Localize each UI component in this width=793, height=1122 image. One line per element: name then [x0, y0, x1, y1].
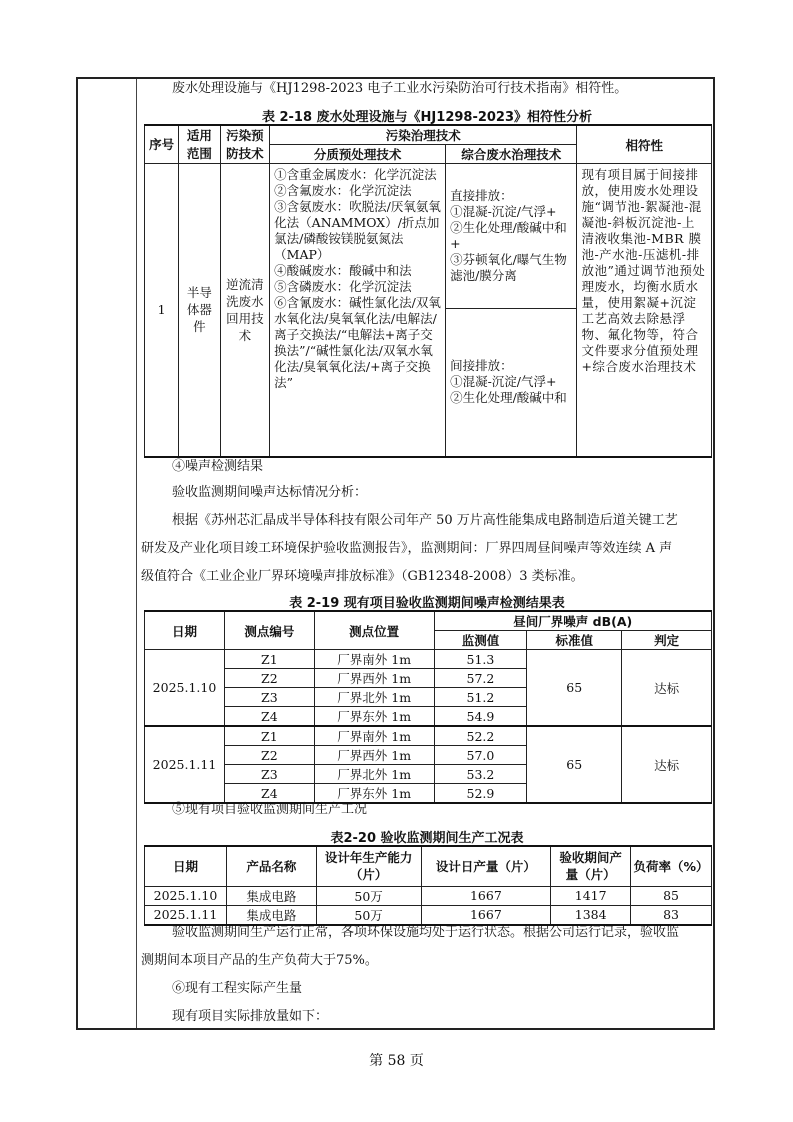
noise-para-line-1: 根据《苏州芯汇晶成半导体科技有限公司年产 50 万片高性能集成电路制造后道关键工艺 — [172, 513, 678, 528]
cell-point-id: Z4 — [224, 784, 314, 804]
cell-point-id: Z3 — [224, 765, 314, 784]
cell-standard: 65 — [527, 650, 622, 727]
production-title: ⑤现有项目验收监测期间生产工况 — [172, 802, 368, 817]
noise-para-line-3: 级值符合《工业企业厂界环境噪声排放标准》（GB12348-2008）3 类标准。 — [141, 569, 584, 584]
table20-caption: 表2-20 验收监测期间生产工况表 — [330, 831, 524, 846]
table-cell: 1417 — [551, 886, 631, 905]
table-cell: 1667 — [421, 886, 551, 905]
cell-measured: 52.2 — [434, 726, 527, 746]
cell-line: ⑥含氰废水：碱性氯化法/双氧水氧化法/臭氧氧化法/电解法/离子交换法/“电解法+离子交换法”/“碱性氯化法/双氧水氧化法/臭氧氧化法/+离子交换法” — [274, 295, 441, 390]
cell-line: ③芬顿氧化/曝气生物滤池/膜分离 — [450, 252, 567, 283]
table-2-20 — [144, 845, 712, 926]
header-pretreatment: 分质预处理技术 — [270, 145, 446, 164]
cell-line: ④酸碱废水：酸碱中和法 — [274, 263, 412, 278]
cell-measured: 52.9 — [434, 784, 527, 804]
cell-line: ⑤含磷废水：化学沉淀法 — [274, 279, 412, 294]
cell-point-id: Z4 — [224, 707, 314, 727]
cell-point-id: Z3 — [224, 688, 314, 707]
table-cell: 85 — [631, 886, 712, 905]
header-seq: 序号 — [145, 125, 179, 164]
header-verdict: 判定 — [622, 631, 712, 650]
cell-date: 2025.1.11 — [145, 726, 225, 803]
cell-line: ②含氟废水：化学沉淀法 — [274, 183, 412, 198]
table18-caption: 表 2-18 废水处理设施与《HJ1298-2023》相符性分析 — [261, 110, 593, 125]
cell-line: 直接排放： — [450, 188, 513, 203]
noise-subtitle: 验收监测期间噪声达标情况分析： — [172, 485, 368, 500]
header-date: 日期 — [145, 611, 225, 650]
cell-location: 厂界南外 1m — [314, 650, 434, 669]
cell-location: 厂界南外 1m — [314, 726, 434, 746]
row-pretreatment — [270, 164, 446, 457]
row-scope: 半导体器件 — [179, 164, 220, 457]
header-location: 测点位置 — [314, 611, 434, 650]
table-cell: 2025.1.10 — [145, 886, 227, 905]
cell-verdict: 达标 — [622, 726, 712, 803]
cell-line: ②生化处理/酸碱中和 — [450, 390, 567, 406]
table-cell: 50万 — [316, 905, 421, 925]
header-cell: 日期 — [145, 846, 227, 886]
cell-point-id: Z1 — [224, 726, 314, 746]
cell-measured: 54.9 — [434, 707, 527, 727]
cell-point-id: Z2 — [224, 669, 314, 688]
table-cell: 1667 — [421, 905, 551, 925]
actual-title: ⑥现有工程实际产生量 — [172, 981, 303, 996]
header-noise-group: 昼间厂界噪声 dB(A) — [434, 611, 711, 631]
header-prevention: 污染预防技术 — [220, 125, 270, 164]
cell-standard: 65 — [527, 726, 622, 803]
table-cell: 集成电路 — [226, 886, 316, 905]
cell-measured: 51.3 — [434, 650, 527, 669]
cell-line: ①含重金属废水：化学沉淀法 — [274, 167, 437, 182]
header-cell: 验收期间产量（片） — [551, 846, 631, 886]
header-measured: 监测值 — [434, 631, 527, 650]
table-2-19 — [144, 610, 712, 804]
header-cell: 设计日产量（片） — [421, 846, 551, 886]
table-row — [145, 650, 712, 669]
header-cell: 负荷率（%） — [631, 846, 712, 886]
header-treatment: 污染治理技术 — [270, 125, 577, 145]
cell-measured: 57.2 — [434, 669, 527, 688]
cell-location: 厂界北外 1m — [314, 688, 434, 707]
page-number: 第 58 页 — [369, 1053, 424, 1069]
cell-measured: 57.0 — [434, 746, 527, 765]
cell-location: 厂界东外 1m — [314, 707, 434, 727]
table-row — [145, 905, 712, 925]
header-cell: 产品名称 — [226, 846, 316, 886]
cell-measured: 51.2 — [434, 688, 527, 707]
header-cell: 设计年生产能力（片） — [316, 846, 421, 886]
header-comprehensive: 综合废水治理技术 — [446, 145, 577, 164]
cell-line: ③含氨废水：吹脱法/厌氧氨氧化法（ANAMMOX）/折点加氯法/磷酸铵镁脱氨氮法（MAP） — [274, 199, 441, 262]
noise-para-line-2: 研发及产业化项目竣工环境保护验收监测报告》，监测期间：厂界四周昼间噪声等效连续 A 声 — [141, 541, 673, 556]
actual-subtitle: 现有项目实际排放量如下： — [172, 1009, 329, 1024]
table-row — [145, 726, 712, 746]
cell-point-id: Z2 — [224, 746, 314, 765]
production-para-line-1: 验收监测期间生产运行正常，各项环保设施均处于运行状态。根据公司运行记录，验收监 — [172, 925, 680, 940]
header-conformity: 相符性 — [577, 125, 712, 164]
row-indirect-discharge — [446, 309, 577, 457]
cell-location: 厂界西外 1m — [314, 669, 434, 688]
table-cell: 2025.1.11 — [145, 905, 227, 925]
header-scope: 适用范围 — [179, 125, 220, 164]
table-cell: 1384 — [551, 905, 631, 925]
cell-measured: 53.2 — [434, 765, 527, 784]
cell-line: 间接排放： — [450, 358, 513, 374]
cell-point-id: Z1 — [224, 650, 314, 669]
cell-line: ①混凝-沉淀/气浮+ — [450, 204, 557, 219]
header-standard: 标准值 — [527, 631, 622, 650]
content-cell — [137, 79, 713, 1028]
cell-location: 厂界西外 1m — [314, 746, 434, 765]
cell-date: 2025.1.10 — [145, 650, 225, 727]
table-cell: 集成电路 — [226, 905, 316, 925]
cell-location: 厂界北外 1m — [314, 765, 434, 784]
row-conformity: 现有项目属于间接排放，使用废水处理设施“调节池-絮凝池-混凝池-斜板沉淀池-上清液收集池-MBR 膜池-产水池-压滤机-排放池”通过调节池预处理废水，均衡水质水量，使用絮凝+沉淀工艺高效去除悬浮物、氟化物等，符合文件要求分值预处理+综合废水治理技术 — [577, 164, 712, 457]
table19-caption: 表 2-19 现有项目验收监测期间噪声检测结果表 — [289, 596, 565, 611]
production-para-line-2: 测期间本项目产品的生产负荷大于75%。 — [141, 953, 378, 968]
intro-text: 废水处理设施与《HJ1298-2023 电子工业水污染防治可行技术指南》相符性。 — [172, 81, 628, 96]
table-row — [145, 886, 712, 905]
cell-line: ②生化处理/酸碱中和+ — [450, 220, 567, 251]
row-prevention: 逆流清洗废水回用技术 — [220, 164, 270, 457]
noise-title: ④噪声检测结果 — [172, 459, 264, 474]
table-2-18 — [144, 124, 712, 458]
page-frame — [76, 77, 715, 1030]
cell-line: ①混凝-沉淀/气浮+ — [450, 374, 557, 390]
row-seq: 1 — [145, 164, 179, 457]
table-cell: 83 — [631, 905, 712, 925]
row-direct-discharge — [446, 164, 577, 309]
header-point-id: 测点编号 — [224, 611, 314, 650]
cell-location: 厂界东外 1m — [314, 784, 434, 804]
table-cell: 50万 — [316, 886, 421, 905]
cell-verdict: 达标 — [622, 650, 712, 727]
